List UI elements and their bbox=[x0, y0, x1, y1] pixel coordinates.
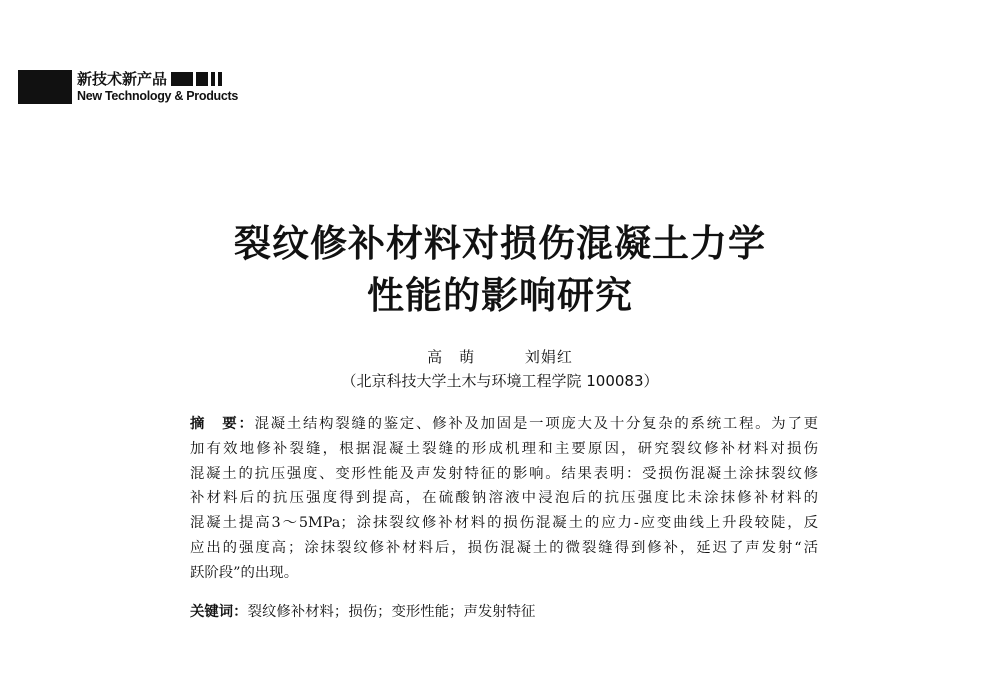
section-title-en: New Technology & Products bbox=[77, 88, 239, 103]
header-text bbox=[77, 69, 239, 103]
keywords-text: 裂纹修补材料；损伤；变形性能；声发射特征 bbox=[247, 604, 536, 620]
keywords bbox=[190, 601, 818, 623]
header-bar bbox=[196, 72, 208, 86]
author-name: 高 萌 bbox=[427, 348, 476, 366]
title-line-1: 裂纹修补材料对损伤混凝土力学 bbox=[234, 222, 766, 265]
abstract-line: 跃阶段”的出现。 bbox=[190, 564, 299, 581]
header-bar bbox=[218, 72, 222, 86]
keywords-label: 关键词： bbox=[190, 604, 248, 620]
authors bbox=[0, 346, 1000, 367]
title-line-2: 性能的影响研究 bbox=[367, 274, 633, 317]
header-bar bbox=[211, 72, 215, 86]
abstract-line: 混凝土提高3～5MPa；涂抹裂纹修补材料的损伤混凝土的应力-应变曲线上升段较陡，反 bbox=[190, 515, 818, 532]
section-header bbox=[18, 70, 238, 104]
abstract-line: 补材料后的抗压强度得到提高，在硫酸钠溶液中浸泡后的抗压强度比未涂抹修补材料的 bbox=[190, 490, 818, 507]
header-bar bbox=[171, 72, 193, 86]
abstract-line: 混凝土的抗压强度、变形性能及声发射特征的影响。结果表明：受损伤混凝土涂抹裂纹修 bbox=[190, 465, 818, 482]
header-bars-decoration bbox=[171, 72, 225, 86]
abstract-text: 混凝土结构裂缝的鉴定、修补及加固是一项庞大及十分复杂的系统工程。为了更 bbox=[254, 416, 818, 432]
abstract-line: 加有效地修补裂缝，根据混凝土裂缝的形成机理和主要原因，研究裂纹修补材料对损伤 bbox=[190, 440, 818, 457]
article-title bbox=[0, 218, 1000, 322]
abstract bbox=[190, 412, 818, 586]
abstract-line bbox=[190, 412, 818, 437]
header-row-cn bbox=[77, 69, 238, 88]
author-name: 刘娟红 bbox=[524, 348, 573, 366]
section-title-cn: 新技术新产品 bbox=[77, 69, 168, 88]
header-black-block bbox=[18, 70, 72, 104]
abstract-line: 应出的强度高；涂抹裂纹修补材料后，损伤混凝土的微裂缝得到修补，延迟了声发射“活 bbox=[190, 539, 818, 556]
affiliation: （北京科技大学土木与环境工程学院 100083） bbox=[341, 372, 659, 390]
abstract-label: 摘 要： bbox=[190, 416, 255, 432]
